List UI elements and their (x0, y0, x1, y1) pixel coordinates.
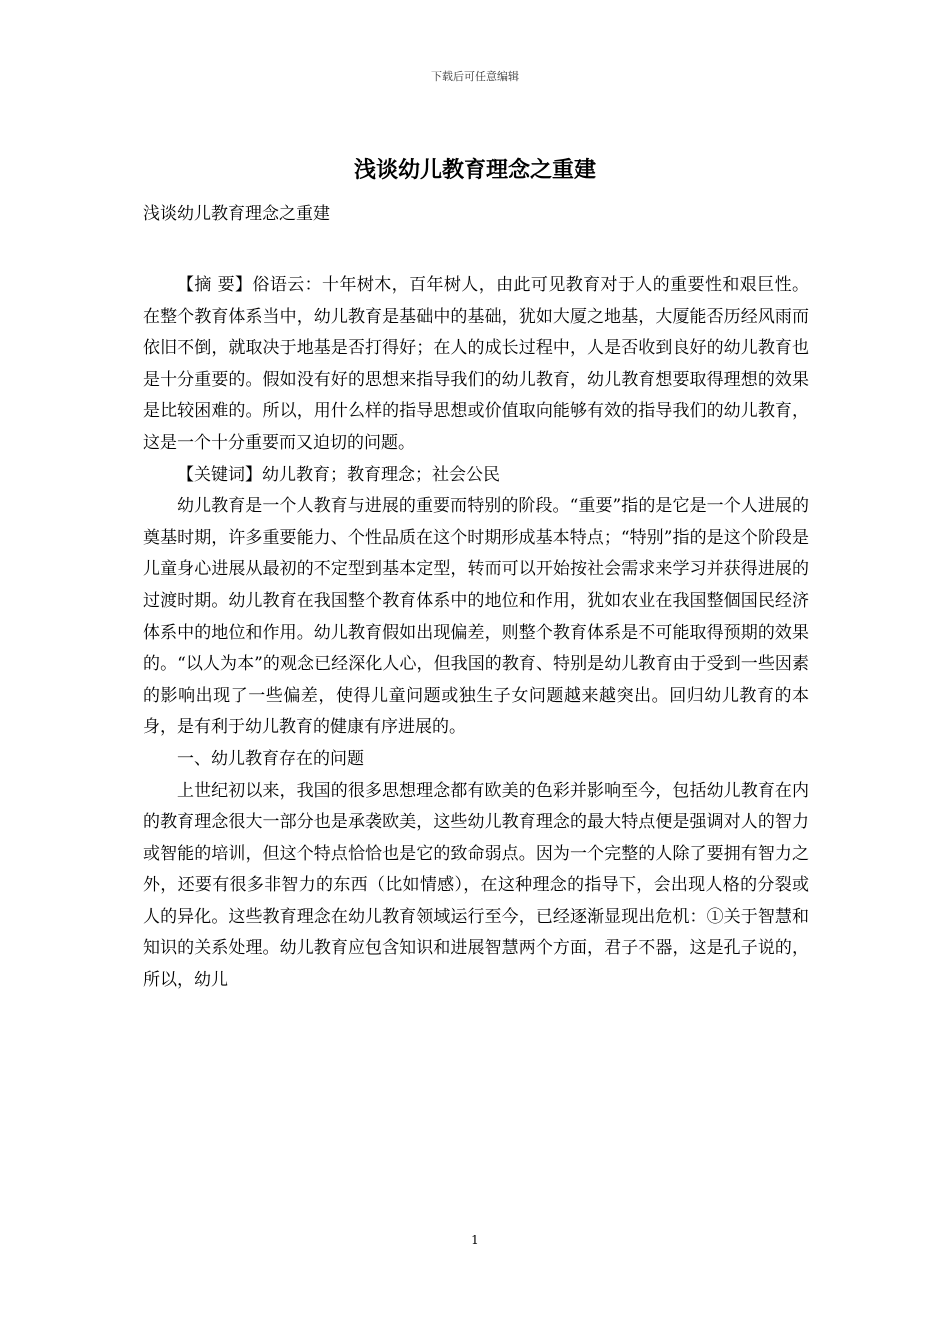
body-paragraph: 上世纪初以来，我国的很多思想理念都有欧美的色彩并影响至今，包括幼儿教育在内的教育理念很大一部分也是承袭欧美，这些幼儿教育理念的最大特点便是强调对人的智力或智能的培训，但这个特点恰恰也是它的致命弱点。因为一个完整的人除了要拥有智力之外，还要有很多非智力的东西（比如情感），在这种理念的指导下，会出现人格的分裂或人的异化。这些教育理念在幼儿教育领域运行至今，已经逐渐显现出危机：①关于智慧和知识的关系处理。幼儿教育应包含知识和进展智慧两个方面，君子不器，这是孔子说的，所以，幼儿 (143, 780, 809, 991)
abstract-paragraph: 【摘 要】俗语云：十年树木，百年树人，由此可见教育对于人的重要性和艰巨性。在整个教育体系当中，幼儿教育是基础中的基础，犹如大厦之地基，大厦能否历经风雨而依旧不倒，就取决于地基是否打得好；在人的成长过程中，人是否收到良好的幼儿教育也是十分重要的。假如没有好的思想来指导我们的幼儿教育，幼儿教育想要取得理想的效果是比较困难的。所以，用什么样的指导思想或价值取向能够有效的指导我们的幼儿教育，这是一个十分重要而又迫切的问题。 (143, 275, 809, 453)
header-note: 下载后可任意编辑 (431, 70, 519, 83)
keywords-paragraph: 【关键词】幼儿教育；教育理念；社会公民 (177, 464, 500, 485)
document-title: 浅谈幼儿教育理念之重建 (353, 157, 596, 183)
document-subtitle: 浅谈幼儿教育理念之重建 (143, 204, 330, 224)
body-paragraph: 幼儿教育是一个人教育与进展的重要而特别的阶段。“重要”指的是它是一个人进展的奠基时期，许多重要能力、个性品质在这个时期形成基本特点；“特别”指的是这个阶段是儿童身心进展从最初的不定型到基本定型，转而可以开始按社会需求来学习并获得进展的过渡时期。幼儿教育在我国整个教育体系中的地位和作用，犹如农业在我国整個国民经济体系中的地位和作用。幼儿教育假如出现偏差，则整个教育体系是不可能取得预期的效果的。“以人为本”的观念已经深化人心，但我国的教育、特别是幼儿教育由于受到一些因素的影响出现了一些偏差，使得儿童问题或独生子女问题越来越突出。回归幼儿教育的本身，是有利于幼儿教育的健康有序进展的。 (143, 496, 809, 738)
section-heading: 一、幼儿教育存在的问题 (177, 748, 364, 769)
page-number: 1 (471, 1233, 479, 1247)
document-body (143, 270, 809, 997)
